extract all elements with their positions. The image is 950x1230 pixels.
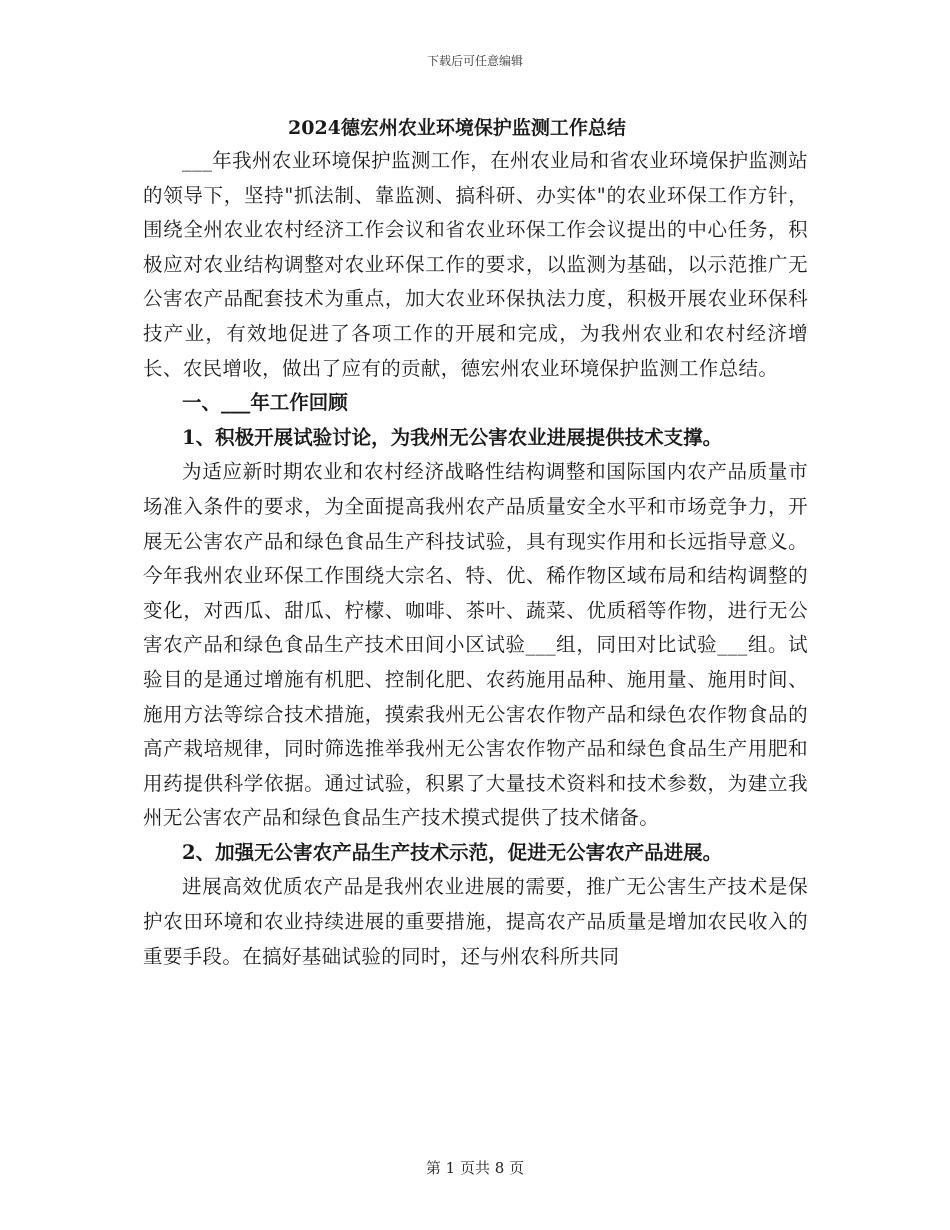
section-heading-review: 一、___年工作回顾 xyxy=(182,391,348,415)
demonstration-paragraph: 进展高效优质农产品是我州农业进展的需要，推广无公害生产技术是保护农田环境和农业持续进展的重要措施，提高农产品质量是增加农民收入的重要手段。在搞好基础试验的同时，还与州农科所共同 xyxy=(143,875,808,968)
document-title: 2024德宏州农业环境保护监测工作总结 xyxy=(288,117,626,139)
page-number: 第 1 页共 8 页 xyxy=(425,1159,525,1177)
subsection-heading-demonstration: 2、加强无公害农产品生产技术示范，促进无公害农产品进展。 xyxy=(182,840,723,864)
intro-paragraph: ___年我州农业环境保护监测工作，在州农业局和省农业环境保护监测站的领导下，坚持"抓法制、靠监测、搞科研、办实体"的农业环保工作方针，围绕全州农业农村经济工作会议和省农业环保工作会议提出的中心任务，积极应对农业结构调整对农业环保工作的要求，以监测为基础，以示范推广无公害农产品配套技术为重点，加大农业环保执法力度，积极开展农业环保科技产业，有效地促进了各项工作的开展和完成，为我州农业和农村经济增长、农民增收，做出了应有的贡献，德宏州农业环境保护监测工作总结。 xyxy=(143,149,808,380)
trials-paragraph: 为适应新时期农业和农村经济战略性结构调整和国际国内农产品质量市场准入条件的要求，为全面提高我州农产品质量安全水平和市场竞争力，开展无公害农产品和绿色食品生产科技试验，具有现实作用和长远指导意义。今年我州农业环保工作围绕大宗名、特、优、稀作物区域布局和结构调整的变化，对西瓜、甜瓜、柠檬、咖啡、茶叶、蔬菜、优质稻等作物，进行无公害农产品和绿色食品生产技术田间小区试验___组，同田对比试验___组。试验目的是通过增施有机肥、控制化肥、农药施用品种、施用量、施用时间、施用方法等综合技术措施，摸索我州无公害农作物产品和绿色农作物食品的高产栽培规律，同时筛选推举我州无公害农作物产品和绿色食品生产用肥和用药提供科学依据。通过试验，积累了大量技术资料和技术参数，为建立我州无公害农产品和绿色食品生产技术摸式提供了技术储备。 xyxy=(143,460,808,830)
page-header-note: 下载后可任意编辑 xyxy=(426,54,523,68)
subsection-heading-trials: 1、积极开展试验讨论，为我州无公害农业进展提供技术支撑。 xyxy=(182,425,723,449)
document-body xyxy=(143,112,808,974)
